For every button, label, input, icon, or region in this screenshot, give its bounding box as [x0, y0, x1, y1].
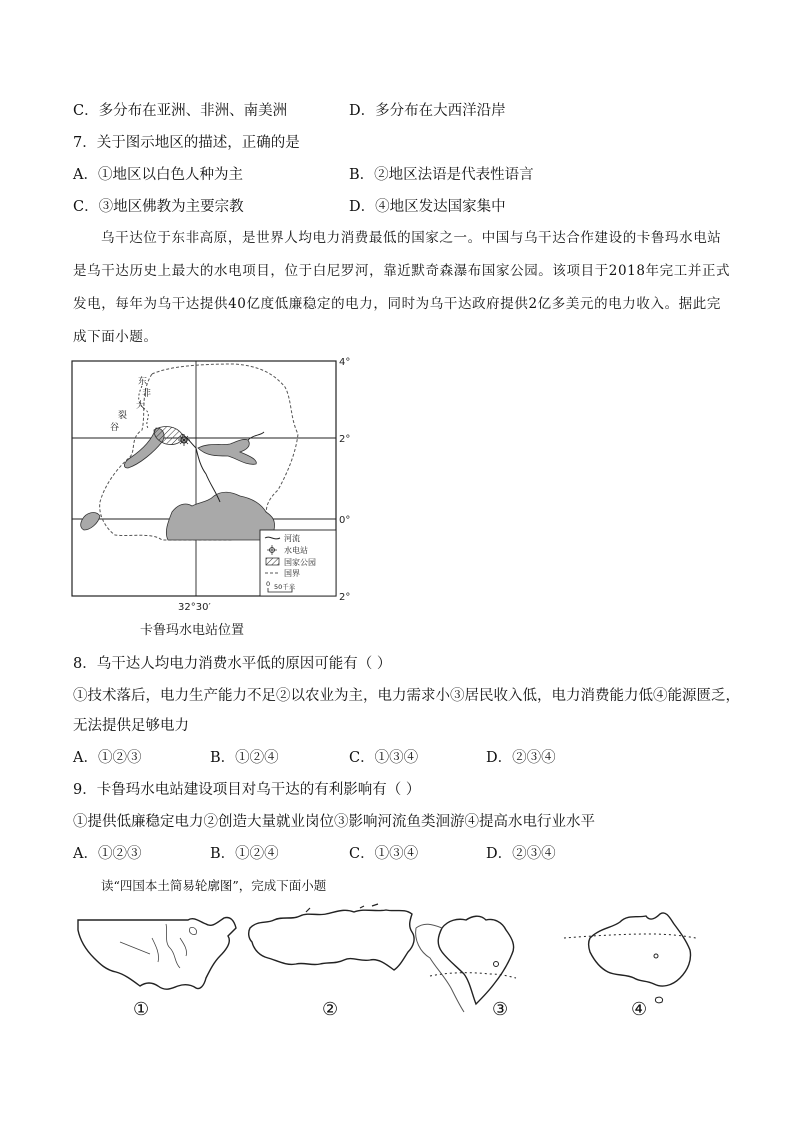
q6-option-d: D．多分布在大西洋沿岸 — [349, 103, 506, 119]
rift-label-5: 谷 — [110, 423, 120, 433]
legend-river: 河流 — [284, 534, 300, 543]
four-country-outlines — [60, 898, 740, 1028]
outline-label-2: ② — [322, 999, 339, 1020]
q9-option-c: C．①③④ — [349, 846, 419, 862]
passage-line-4: 成下面小题。 — [73, 329, 158, 345]
outline-label-3: ③ — [492, 999, 509, 1020]
russia-outline — [249, 904, 414, 970]
legend-station: 水电站 — [284, 546, 308, 555]
q8-option-c: C．①③④ — [349, 750, 419, 766]
lake-edward — [81, 513, 100, 530]
passage-line-2: 是乌干达历史上最大的水电项目，位于白尼罗河，靠近默奇森瀑布国家公园。该项目于2018年完工并正式 — [73, 263, 731, 279]
legend-border: 国界 — [284, 569, 300, 578]
legend-park: 国家公园 — [284, 558, 316, 567]
legend-scale: 50千米 — [274, 583, 296, 591]
q8-items-line-1: ①技术落后，电力生产能力不足②以农业为主，电力需求小③居民收入低，电力消费能力低④能源匮乏， — [73, 688, 740, 704]
q9-option-b: B．①②④ — [210, 846, 279, 862]
rift-label-4: 裂 — [118, 411, 128, 421]
map-legend — [260, 530, 336, 596]
q8-stem: 8．乌干达人均电力消费水平低的原因可能有（ ） — [73, 656, 392, 672]
lake-victoria — [166, 492, 274, 540]
lake-kyoga — [198, 439, 256, 464]
q8-option-b: B．①②④ — [210, 750, 279, 766]
q7-stem: 7．关于图示地区的描述，正确的是 — [73, 135, 300, 151]
q7-option-b: B．②地区法语是代表性语言 — [349, 167, 534, 183]
uganda-passage — [73, 222, 733, 354]
lon-label: 32°30′ — [178, 602, 211, 613]
q8-option-a: A．①②③ — [73, 750, 142, 766]
usa-outline — [78, 917, 236, 989]
lat-label-0: 0° — [339, 515, 351, 526]
q9-stem: 9．卡鲁玛水电站建设项目对乌干达的有利影响有（ ） — [73, 782, 421, 798]
q6-option-c: C．多分布在亚洲、非洲、南美洲 — [73, 103, 288, 119]
q7-option-d: D．④地区发达国家集中 — [349, 199, 506, 215]
australia-outline — [564, 913, 696, 1003]
legend-scale-zero: 0 — [266, 580, 271, 588]
karuma-map — [60, 352, 370, 642]
q9-option-a: A．①②③ — [73, 846, 142, 862]
legend-park-icon — [266, 558, 279, 565]
brazil-outline — [416, 916, 516, 1012]
q9-option-d: D．②③④ — [486, 846, 556, 862]
lat-label-4n: 4° — [339, 357, 351, 368]
outline-label-1: ① — [133, 999, 150, 1020]
map-caption: 卡鲁玛水电站位置 — [140, 623, 245, 638]
q8-option-d: D．②③④ — [486, 750, 556, 766]
rift-label-2: 非 — [142, 389, 152, 399]
passage-line-1: 乌干达位于东非高原，是世界人均电力消费最低的国家之一。中国与乌干达合作建设的卡鲁玛水电站 — [101, 230, 722, 246]
outline-label-4: ④ — [631, 999, 648, 1020]
outline-map-intro: 读“四国本土简易轮廓图”，完成下面小题 — [101, 878, 327, 893]
rift-label-1: 东 — [138, 377, 148, 387]
lat-label-2s: 2° — [339, 592, 351, 603]
river-branch — [248, 432, 264, 440]
q7-option-a: A．①地区以白色人种为主 — [73, 167, 243, 183]
passage-line-3: 发电，每年为乌干达提供40亿度低廉稳定的电力，同时为乌干达政府提供2亿多美元的电力收入。据此完 — [73, 296, 721, 312]
lat-label-2n: 2° — [339, 434, 351, 445]
q8-items-line-2: 无法提供足够电力 — [73, 718, 189, 734]
q7-option-c: C．③地区佛教为主要宗教 — [73, 199, 244, 215]
rift-label-3: 大 — [136, 401, 146, 411]
q9-items: ①提供低廉稳定电力②创造大量就业岗位③影响河流鱼类洄游④提高水电行业水平 — [73, 814, 595, 830]
